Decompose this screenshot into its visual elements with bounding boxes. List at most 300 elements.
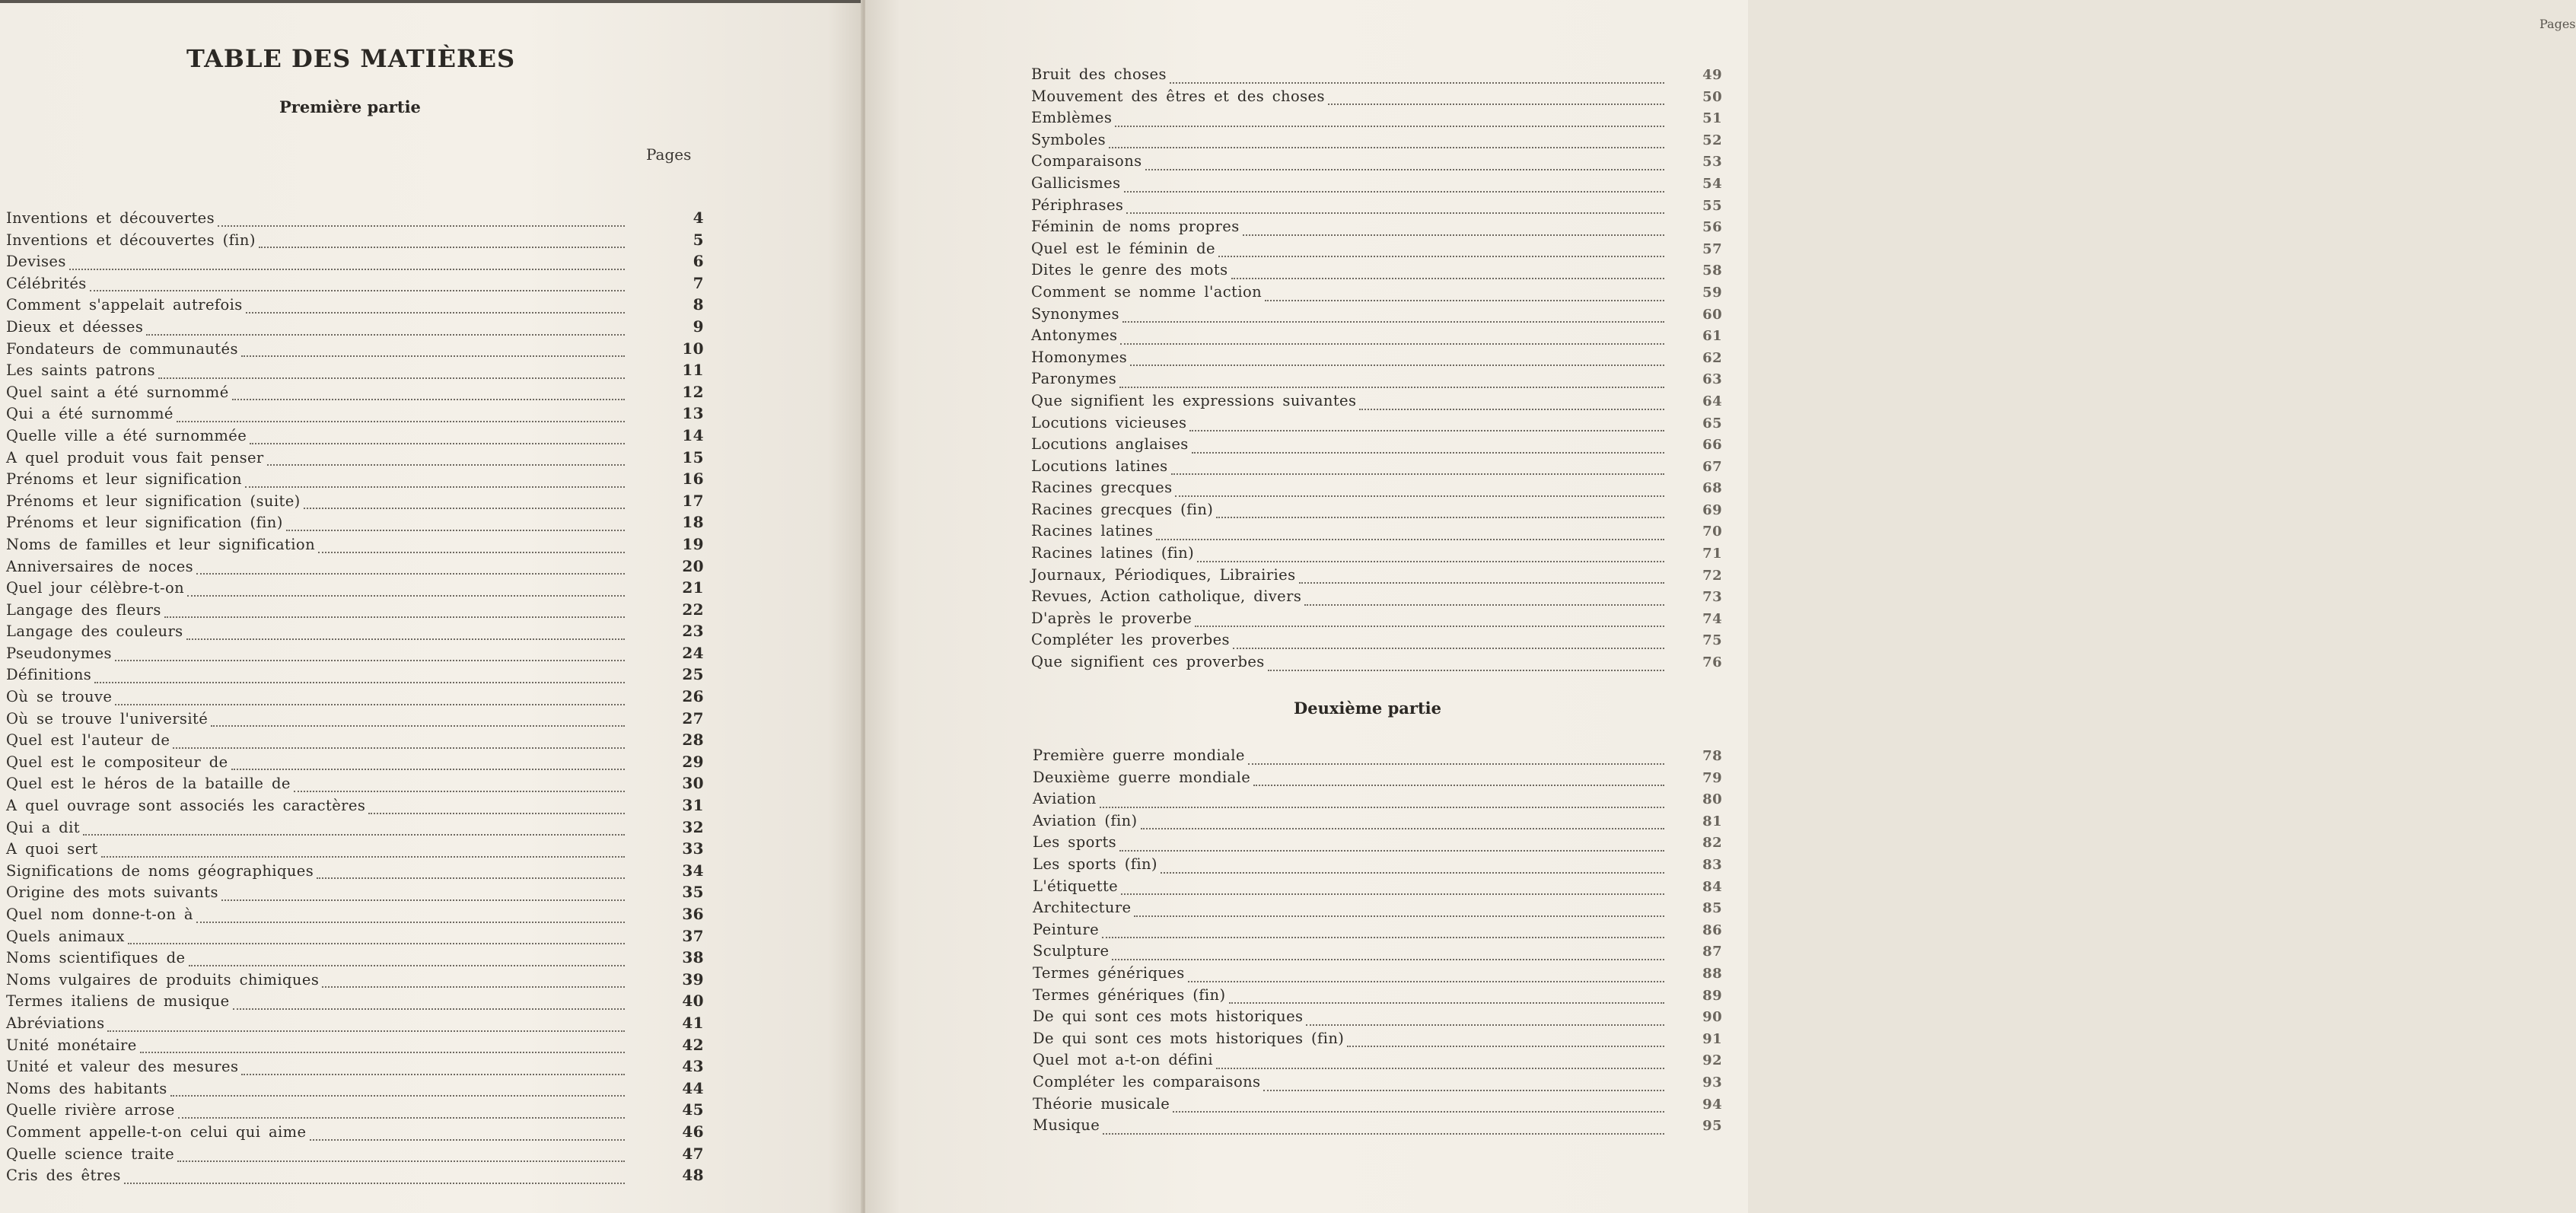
toc-entry	[6, 1166, 704, 1188]
toc-entry-title: Racines grecques (fin)	[1031, 500, 1214, 518]
toc-entry	[1031, 305, 1722, 327]
dot-leader	[259, 246, 625, 248]
dot-leader	[1119, 849, 1664, 852]
toc-entry-page-number: 14	[682, 425, 704, 444]
toc-entry-page-number: 22	[682, 600, 704, 619]
dot-leader	[1243, 234, 1664, 236]
toc-entry	[6, 1014, 704, 1036]
toc-entry	[1031, 566, 1722, 588]
toc-entry	[1033, 1095, 1722, 1117]
dot-leader	[1197, 560, 1664, 562]
dot-leader	[1130, 364, 1664, 366]
toc-entry-title: Termes italiens de musique	[6, 992, 230, 1011]
toc-entry-title: A quoi sert	[6, 840, 98, 858]
left-page	[0, 0, 862, 1213]
toc-entry-page-number: 53	[1702, 154, 1722, 170]
toc-entry-title: Féminin de noms propres	[1031, 218, 1240, 236]
toc-entry-title: Origine des mots suivants	[6, 883, 218, 902]
dot-leader	[178, 1116, 625, 1119]
toc-entry-title: Termes génériques	[1033, 963, 1185, 982]
dot-leader	[1359, 408, 1664, 410]
toc-entry-title: Les saints patrons	[6, 361, 155, 380]
toc-entry-title: Compléter les proverbes	[1031, 631, 1230, 649]
toc-entry-title: Inventions et découvertes (fin)	[6, 231, 256, 249]
toc-entry-page-number: 11	[682, 361, 704, 380]
toc-entry	[1033, 921, 1722, 943]
dot-leader	[318, 551, 625, 553]
toc-entry	[6, 1036, 704, 1058]
toc-entry-page-number: 37	[682, 926, 704, 945]
toc-entry-title: Quels animaux	[6, 927, 125, 945]
toc-entry-title: Unité et valeur des mesures	[6, 1058, 239, 1076]
toc-entry	[6, 317, 704, 339]
toc-entry-page-number: 19	[682, 534, 704, 553]
dot-leader	[1115, 125, 1664, 127]
dot-leader	[1195, 625, 1664, 627]
dot-leader	[1119, 386, 1664, 388]
dot-leader	[1122, 320, 1664, 323]
toc-entry	[1033, 1073, 1722, 1095]
dot-leader	[146, 333, 625, 336]
toc-entry-page-number: 61	[1702, 328, 1722, 345]
toc-entry-title: Racines latines (fin)	[1031, 544, 1195, 562]
dot-leader	[173, 747, 625, 749]
dot-leader	[1134, 915, 1664, 917]
dot-leader	[310, 1138, 626, 1141]
toc-entry-page-number: 21	[682, 578, 704, 597]
toc-entry-page-number: 69	[1702, 501, 1722, 518]
toc-entry-title: Première guerre mondiale	[1033, 747, 1245, 764]
dot-leader	[1188, 980, 1664, 982]
toc-entry-page-number: 70	[1702, 524, 1722, 540]
toc-entry	[6, 927, 704, 949]
toc-entry-title: A quel produit vous fait penser	[6, 448, 264, 466]
toc-entry-title: Où se trouve	[6, 688, 113, 706]
toc-entry	[1031, 501, 1722, 523]
toc-entry-page-number: 29	[682, 752, 704, 771]
toc-entry	[1031, 544, 1722, 566]
toc-entry-title: Peinture	[1033, 920, 1100, 938]
toc-entry-page-number: 56	[1702, 219, 1722, 236]
dot-leader	[1328, 103, 1664, 105]
toc-entry-title: Quel jour célèbre-t-on	[6, 579, 185, 597]
toc-entry	[1031, 261, 1722, 283]
toc-entry	[6, 665, 704, 687]
toc-entry	[1033, 1051, 1722, 1073]
toc-entry-page-number: 73	[1702, 589, 1722, 606]
dot-leader	[1192, 451, 1664, 454]
toc-entry-page-number: 44	[682, 1078, 704, 1097]
toc-entry-title: Unité monétaire	[6, 1036, 137, 1054]
toc-entry-title: Gallicismes	[1031, 174, 1121, 192]
toc-entry-title: Noms scientifiques de	[6, 949, 186, 967]
toc-entry-page-number: 45	[682, 1100, 704, 1119]
toc-entry-page-number: 41	[682, 1013, 704, 1032]
toc-entry-page-number: 82	[1702, 835, 1722, 852]
toc-entry-title: Quel est l'auteur de	[6, 731, 170, 750]
pages-column-header: Pages	[2539, 17, 2576, 31]
dot-leader	[1102, 936, 1664, 938]
dot-leader	[317, 877, 625, 879]
toc-entry-title: D'après le proverbe	[1031, 609, 1192, 627]
dot-leader	[211, 724, 625, 727]
toc-entry-title: Quelle science traite	[6, 1145, 175, 1163]
toc-entry	[1031, 131, 1722, 153]
toc-entry	[1033, 855, 1722, 877]
dot-leader	[1306, 1024, 1664, 1026]
part-one-title: Première partie	[279, 97, 421, 116]
toc-entry-title: Dieux et déesses	[6, 317, 144, 336]
toc-entry-page-number: 66	[1702, 437, 1722, 454]
dot-leader	[177, 1160, 625, 1162]
toc-entry-page-number: 30	[682, 774, 704, 793]
toc-entry	[1033, 1008, 1722, 1030]
page-title: TABLE DES MATIÈRES	[186, 44, 516, 73]
toc-entry-page-number: 62	[1702, 349, 1722, 366]
dot-leader	[164, 616, 625, 618]
dot-leader	[1216, 516, 1664, 518]
dot-leader	[1161, 871, 1664, 874]
toc-entry-title: Périphrases	[1031, 196, 1124, 214]
toc-entry-title: Deuxième guerre mondiale	[1033, 768, 1251, 786]
toc-entry-title: Sculpture	[1033, 942, 1110, 960]
toc-entry-title: Racines grecques	[1031, 479, 1173, 497]
dot-leader	[1120, 342, 1664, 345]
toc-entry-title: Noms des habitants	[6, 1079, 167, 1097]
toc-entry-page-number: 67	[1702, 458, 1722, 475]
toc-entry	[1031, 349, 1722, 371]
dot-leader	[322, 985, 625, 988]
dot-leader	[140, 1051, 625, 1053]
dot-leader	[1100, 806, 1664, 808]
toc-entry-title: Prénoms et leur signification	[6, 470, 242, 489]
toc-entry-page-number: 38	[682, 948, 704, 967]
toc-entry-page-number: 87	[1702, 944, 1722, 960]
toc-entry-page-number: 24	[682, 643, 704, 662]
dot-leader	[267, 463, 625, 466]
toc-entry-title: Langage des couleurs	[6, 622, 183, 641]
toc-entry-page-number: 81	[1702, 813, 1722, 829]
toc-entry-page-number: 27	[682, 708, 704, 727]
toc-entry-title: Revues, Action catholique, divers	[1031, 587, 1302, 606]
toc-entry-title: Quel est le compositeur de	[6, 753, 228, 771]
pages-column-header: Pages	[646, 145, 692, 164]
toc-entry-page-number: 78	[1702, 748, 1722, 764]
dot-leader	[1216, 1067, 1664, 1069]
toc-list-part-one	[6, 209, 704, 1188]
toc-entry-page-number: 12	[682, 382, 704, 401]
toc-entry-title: Les sports (fin)	[1033, 855, 1157, 873]
toc-entry-page-number: 46	[682, 1122, 704, 1141]
toc-entry-page-number: 39	[682, 969, 704, 989]
dot-leader	[218, 224, 625, 227]
toc-entry	[6, 861, 704, 883]
toc-entry	[1031, 522, 1722, 544]
toc-entry-title: Noms de familles et leur signification	[6, 535, 316, 553]
dot-leader	[241, 1073, 625, 1075]
toc-entry-title: De qui sont ces mots historiques	[1033, 1008, 1304, 1026]
toc-entry	[1031, 88, 1722, 110]
toc-entry	[6, 535, 704, 557]
toc-entry-page-number: 20	[682, 556, 704, 575]
toc-entry-page-number: 71	[1702, 546, 1722, 562]
dot-leader	[1304, 603, 1664, 606]
toc-entry	[6, 274, 704, 296]
dot-leader	[1124, 190, 1664, 193]
toc-entry-title: Qui a été surnommé	[6, 405, 174, 423]
dot-leader	[1263, 1089, 1664, 1091]
toc-entry	[6, 404, 704, 426]
toc-entry-page-number: 83	[1702, 856, 1722, 873]
toc-entry-title: Quel nom donne-t-on à	[6, 906, 193, 923]
dot-leader	[304, 507, 625, 509]
toc-entry-title: Journaux, Périodiques, Librairies	[1031, 565, 1296, 584]
toc-entry	[1031, 631, 1722, 653]
toc-entry	[1031, 283, 1722, 305]
toc-entry	[6, 513, 704, 535]
toc-entry	[6, 209, 704, 231]
toc-entry-title: Termes génériques (fin)	[1033, 985, 1226, 1004]
toc-entry	[6, 1145, 704, 1167]
toc-entry-page-number: 74	[1702, 610, 1722, 627]
toc-entry-page-number: 26	[682, 687, 704, 706]
dot-leader	[196, 572, 625, 575]
toc-entry-title: Prénoms et leur signification (suite)	[6, 492, 301, 510]
toc-entry-title: Fondateurs de communautés	[6, 339, 238, 358]
toc-entry-title: Quel est le féminin de	[1031, 239, 1215, 257]
toc-entry-title: Prénoms et leur signification (fin)	[6, 514, 283, 532]
dot-leader	[246, 311, 625, 314]
dot-leader	[221, 899, 625, 901]
dot-leader	[1103, 1132, 1664, 1135]
toc-entry	[1031, 414, 1722, 436]
toc-entry-page-number: 43	[682, 1057, 704, 1076]
toc-entry-page-number: 48	[682, 1166, 704, 1185]
toc-entry-page-number: 59	[1702, 284, 1722, 301]
dot-leader	[107, 1030, 625, 1032]
toc-entry-title: Quel saint a été surnommé	[6, 383, 229, 401]
dot-leader	[232, 398, 625, 400]
toc-entry	[1031, 370, 1722, 392]
toc-entry-page-number: 9	[693, 317, 704, 336]
toc-entry-page-number: 40	[682, 992, 704, 1011]
toc-entry-title: Quelle rivière arrose	[6, 1101, 175, 1119]
toc-entry	[6, 796, 704, 818]
toc-entry	[1031, 587, 1722, 610]
toc-entry-title: Noms vulgaires de produits chimiques	[6, 970, 320, 989]
toc-entry-page-number: 91	[1702, 1030, 1722, 1047]
toc-entry-title: Bruit des choses	[1031, 65, 1167, 83]
toc-entry-page-number: 16	[682, 470, 704, 489]
toc-entry-page-number: 92	[1702, 1052, 1722, 1069]
toc-entry-title: Symboles	[1031, 130, 1107, 148]
toc-entry	[6, 557, 704, 579]
toc-entry-title: Aviation	[1033, 790, 1097, 808]
toc-entry-title: Devises	[6, 253, 66, 271]
toc-entry-page-number: 36	[682, 905, 704, 923]
dot-leader	[231, 768, 625, 770]
dot-leader	[1170, 81, 1664, 84]
toc-entry-page-number: 42	[682, 1035, 704, 1054]
toc-entry	[1031, 109, 1722, 131]
toc-entry	[1033, 986, 1722, 1008]
toc-entry-title: Comment appelle-t-on celui qui aime	[6, 1122, 307, 1141]
toc-entry-page-number: 32	[682, 817, 704, 836]
dot-leader	[101, 855, 625, 858]
dot-leader	[1109, 146, 1664, 148]
dot-leader	[115, 659, 625, 661]
toc-entry-title: Locutions latines	[1031, 457, 1168, 475]
toc-entry-page-number: 7	[693, 273, 704, 292]
toc-entry-page-number: 28	[682, 731, 704, 750]
toc-entry-title: Musique	[1033, 1116, 1100, 1135]
dot-leader	[128, 942, 625, 944]
toc-entry	[1033, 964, 1722, 986]
dot-leader	[286, 529, 625, 531]
toc-entry	[1033, 833, 1722, 855]
dot-leader	[69, 268, 625, 270]
dot-leader	[250, 442, 625, 444]
toc-entry-page-number: 55	[1702, 197, 1722, 214]
dot-leader	[170, 1094, 625, 1097]
dot-leader	[1145, 168, 1664, 170]
toc-entry-page-number: 10	[682, 339, 704, 358]
dot-leader	[1171, 473, 1664, 475]
toc-entry-title: Aviation (fin)	[1033, 811, 1138, 829]
toc-entry	[1033, 877, 1722, 899]
toc-entry-page-number: 17	[682, 491, 704, 510]
dot-leader	[158, 377, 625, 379]
toc-entry	[6, 687, 704, 709]
toc-entry-page-number: 49	[1702, 67, 1722, 83]
toc-entry	[6, 339, 704, 361]
toc-entry-title: Mouvement des êtres et des choses	[1031, 87, 1325, 105]
toc-entry	[6, 492, 704, 514]
toc-entry-title: Quel est le héros de la bataille de	[6, 775, 291, 793]
toc-entry	[6, 992, 704, 1014]
dot-leader	[1299, 581, 1664, 584]
toc-entry	[6, 883, 704, 905]
part-two-title: Deuxième partie	[1294, 699, 1441, 718]
toc-entry	[6, 252, 704, 274]
dot-leader	[124, 1182, 625, 1184]
toc-entry-title: Quelle ville a été surnommée	[6, 426, 247, 444]
toc-entry	[1033, 769, 1722, 791]
toc-entry-page-number: 4	[693, 209, 704, 227]
toc-entry	[6, 709, 704, 731]
toc-entry	[1031, 479, 1722, 501]
dot-leader	[177, 420, 625, 422]
toc-entry-title: Locutions vicieuses	[1031, 413, 1187, 431]
toc-entry	[6, 774, 704, 796]
toc-entry	[1031, 326, 1722, 349]
toc-entry-title: Cris des êtres	[6, 1167, 121, 1185]
toc-entry-page-number: 95	[1702, 1118, 1722, 1135]
toc-entry-page-number: 57	[1702, 240, 1722, 257]
toc-entry	[6, 470, 704, 492]
dot-leader	[90, 289, 625, 291]
toc-entry-page-number: 6	[693, 252, 704, 271]
dot-leader	[1347, 1045, 1664, 1047]
dot-leader	[241, 355, 625, 357]
toc-entry	[6, 361, 704, 383]
toc-entry-page-number: 86	[1702, 922, 1722, 938]
toc-entry-title: Célébrités	[6, 274, 87, 292]
toc-entry-page-number: 88	[1702, 965, 1722, 982]
toc-entry	[6, 1079, 704, 1101]
toc-entry-page-number: 51	[1702, 110, 1722, 127]
toc-entry-page-number: 13	[682, 404, 704, 423]
toc-entry-page-number: 5	[693, 230, 704, 249]
dot-leader	[94, 681, 625, 683]
toc-entry-title: Racines latines	[1031, 522, 1154, 540]
toc-entry	[6, 578, 704, 600]
toc-entry	[6, 644, 704, 666]
toc-entry	[6, 753, 704, 775]
toc-entry	[6, 731, 704, 753]
toc-entry-page-number: 50	[1702, 88, 1722, 105]
toc-entry	[6, 905, 704, 927]
toc-entry	[1033, 812, 1722, 834]
dot-leader	[1141, 827, 1664, 829]
toc-entry-page-number: 63	[1702, 371, 1722, 388]
toc-entry-page-number: 33	[682, 839, 704, 858]
toc-entry-page-number: 75	[1702, 632, 1722, 649]
toc-entry-page-number: 80	[1702, 791, 1722, 808]
toc-list-part-two	[1033, 747, 1722, 1138]
toc-entry-page-number: 31	[682, 796, 704, 815]
toc-entry-page-number: 25	[682, 665, 704, 684]
dot-leader	[83, 833, 625, 836]
toc-entry-title: A quel ouvrage sont associés les caractères	[6, 797, 366, 815]
dot-leader	[186, 638, 625, 640]
toc-entry-title: Dites le genre des mots	[1031, 261, 1228, 279]
dot-leader	[187, 594, 625, 597]
toc-entry-title: Pseudonymes	[6, 644, 112, 662]
toc-entry-page-number: 90	[1702, 1009, 1722, 1026]
toc-entry-title: L'étiquette	[1033, 877, 1119, 895]
dot-leader	[1265, 299, 1664, 301]
toc-entry-title: Qui a dit	[6, 818, 80, 836]
toc-entry	[6, 448, 704, 470]
toc-entry-title: Où se trouve l'université	[6, 709, 209, 727]
toc-entry-title: Locutions anglaises	[1031, 435, 1189, 454]
toc-entry-title: Architecture	[1033, 899, 1132, 917]
toc-entry-title: Quel mot a-t-on défini	[1033, 1051, 1213, 1069]
toc-entry-page-number: 79	[1702, 769, 1722, 786]
toc-entry	[1031, 218, 1722, 240]
toc-entry	[1031, 65, 1722, 88]
dot-leader	[1268, 669, 1664, 671]
toc-entry	[6, 1122, 704, 1145]
toc-entry	[1031, 435, 1722, 457]
toc-entry-title: Théorie musicale	[1033, 1094, 1170, 1113]
dot-leader	[233, 1008, 625, 1010]
toc-entry	[1031, 610, 1722, 632]
toc-entry-page-number: 68	[1702, 480, 1722, 497]
toc-entry	[6, 600, 704, 622]
dot-leader	[294, 790, 625, 792]
toc-entry	[6, 970, 704, 992]
toc-entry	[1031, 392, 1722, 414]
toc-entry-title: Synonymes	[1031, 304, 1119, 323]
toc-entry	[6, 1057, 704, 1079]
toc-entry	[6, 426, 704, 448]
toc-entry-page-number: 23	[682, 622, 704, 641]
dot-leader	[1218, 255, 1664, 257]
toc-entry-page-number: 54	[1702, 175, 1722, 192]
toc-entry-page-number: 72	[1702, 567, 1722, 584]
